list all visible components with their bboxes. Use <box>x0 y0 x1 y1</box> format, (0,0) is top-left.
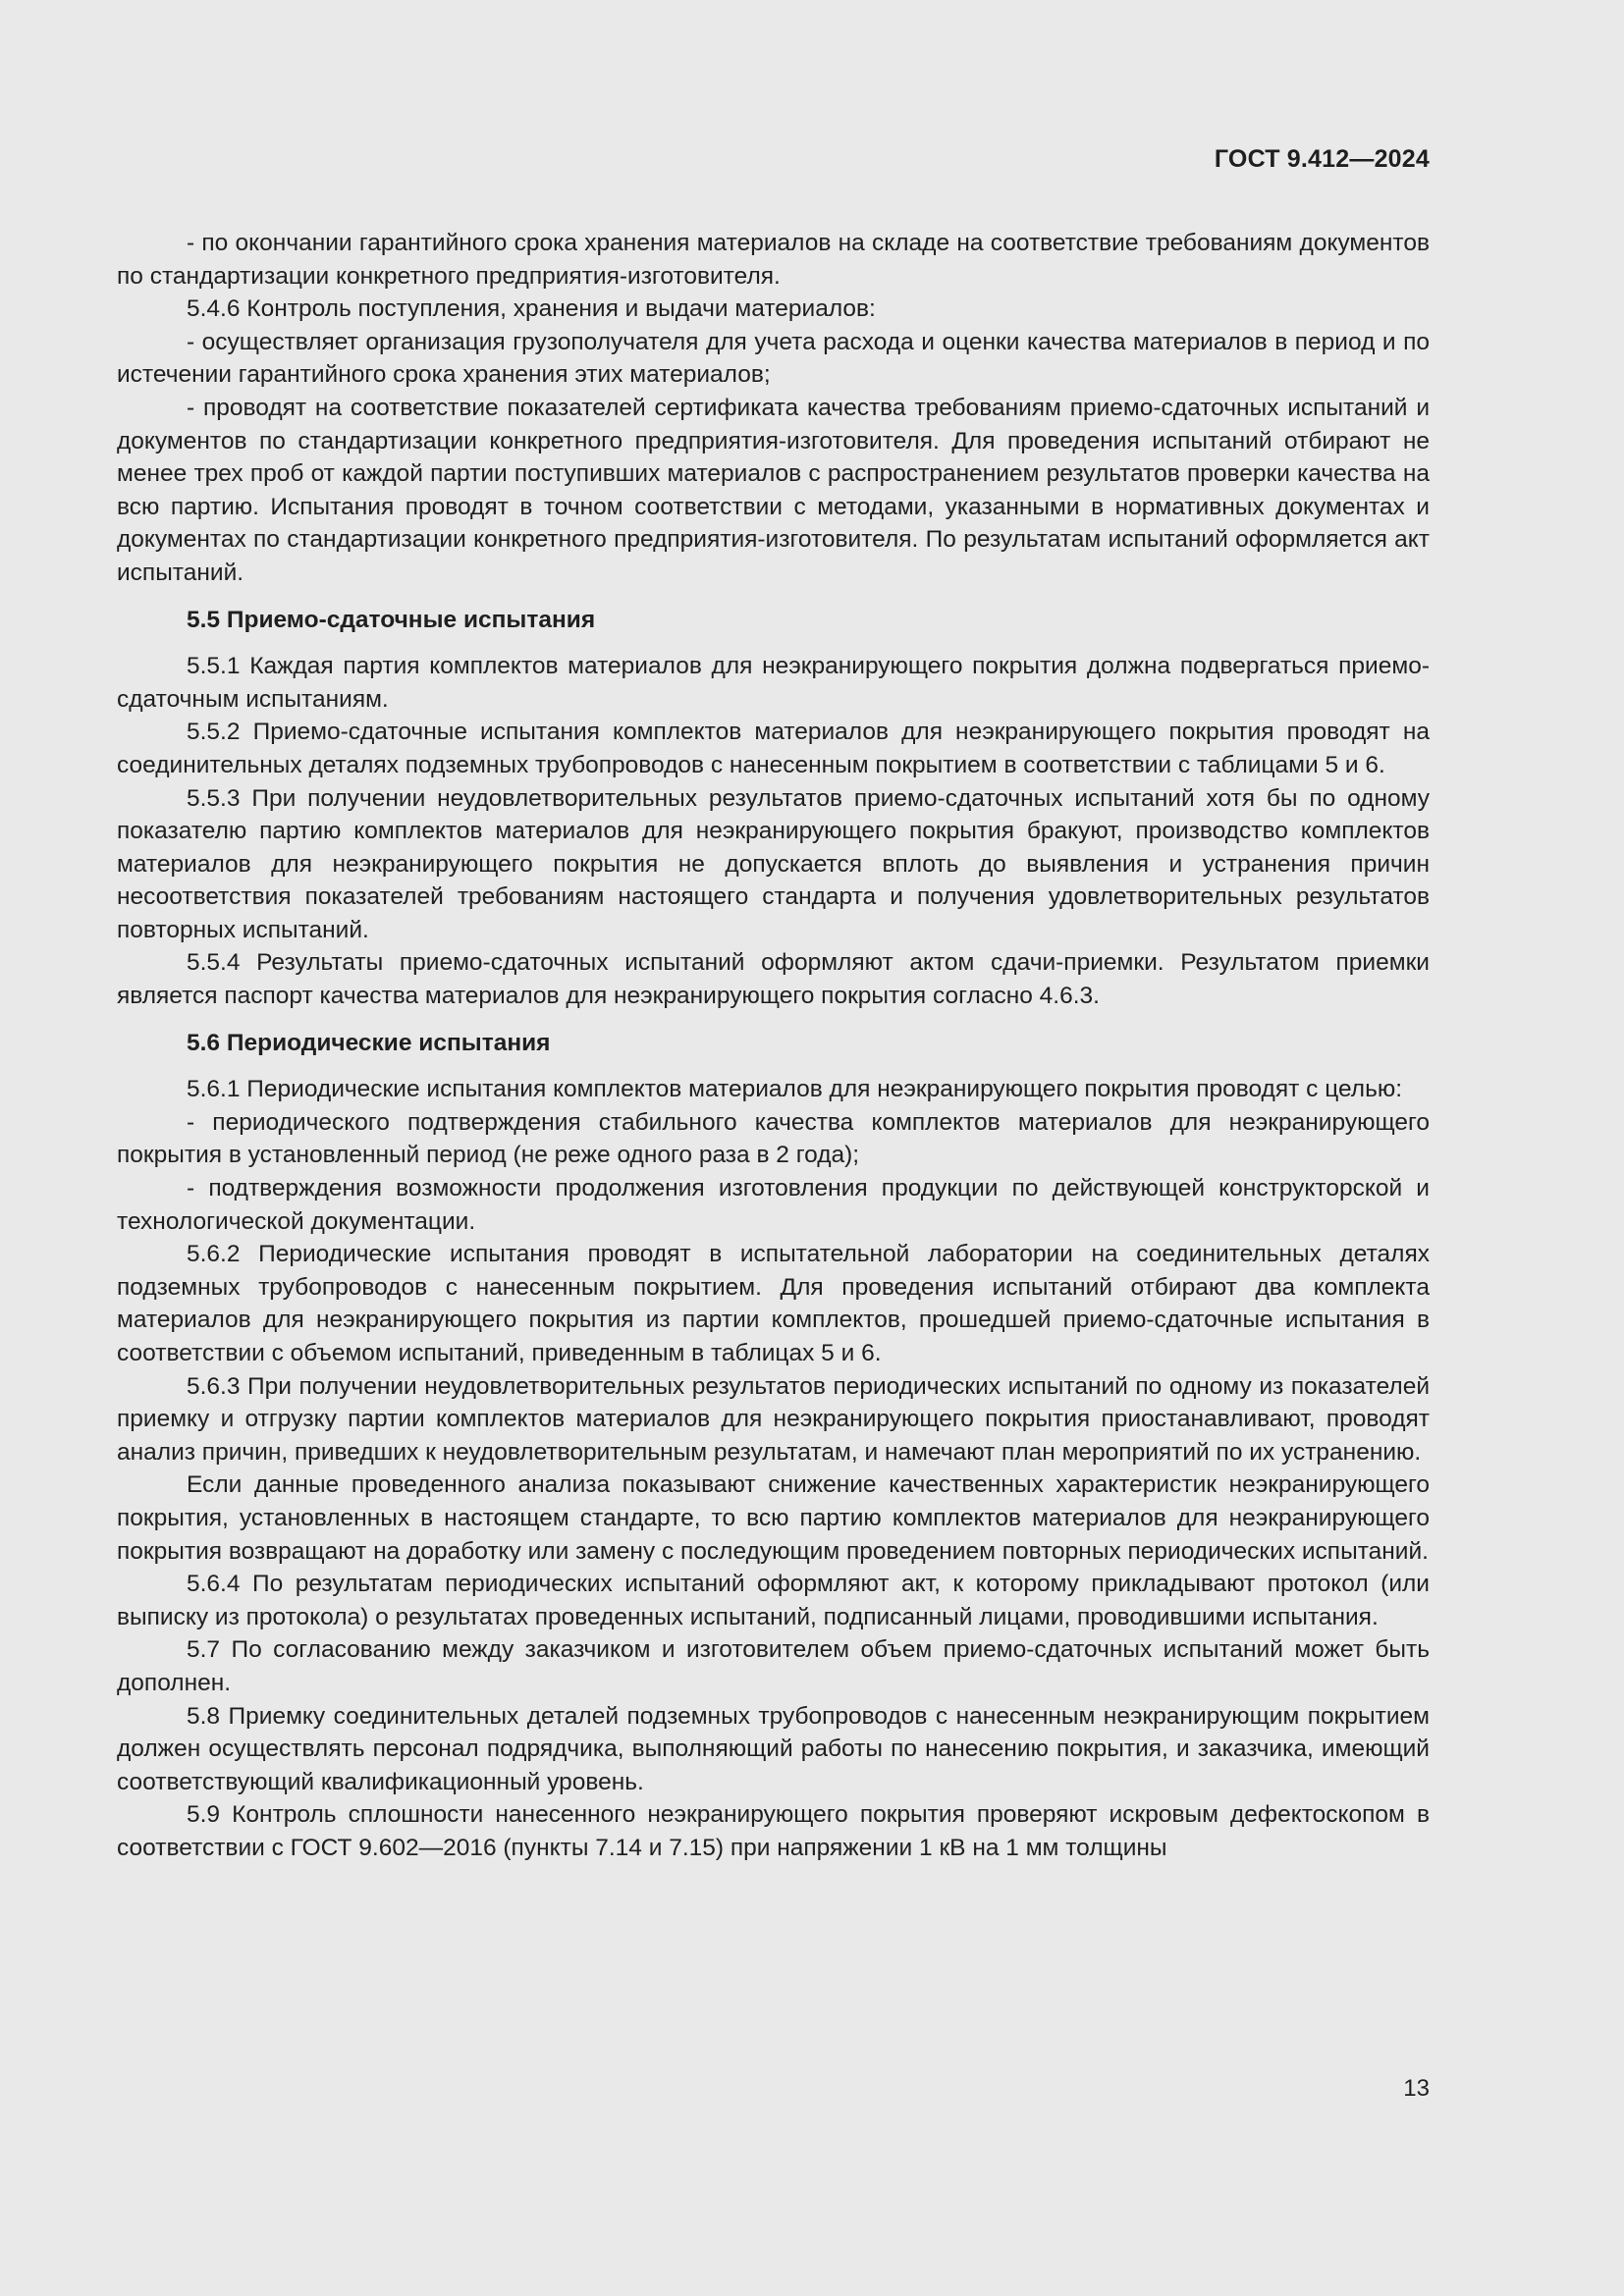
paragraph: - подтверждения возможности продолжения изготовления продукции по действующей конструкторской и технологической документации. <box>117 1175 1430 1235</box>
paragraph: 5.4.6 Контроль поступления, хранения и выдачи материалов: <box>187 295 876 323</box>
paragraph: 5.5.3 При получении неудовлетворительных результатов приемо-сдаточных испытаний хотя бы по одному показателю партию комплектов материалов для неэкранирующего покрытия бракуют, производство комплектов материалов для неэкранирующего покрытия не допускается вплоть до выявления и устранения причин несоответствия показателей требованиям настоящего стандарта и получения удовлетворительных результатов повторных испытаний. <box>117 784 1430 943</box>
paragraph: 5.6.3 При получении неудовлетворительных результатов периодических испытаний по одному из показателей приемку и отгрузку партии комплектов материалов для неэкранирующего покрытия приостанавливают, проводят анализ причин, приведших к неудовлетворительным результатам, и намечают план мероприятий по их устранению. <box>117 1372 1430 1466</box>
paragraph: 5.6.4 По результатам периодических испытаний оформляют акт, к которому прикладывают протокол (или выписку из протокола) о результатах проведенных испытаний, подписанный лицами, проводившими испытания. <box>117 1571 1430 1630</box>
paragraph: - периодического подтверждения стабильного качества комплектов материалов для неэкранирующего покрытия в установленный период (не реже одного раза в 2 года); <box>117 1108 1430 1169</box>
paragraph: - по окончании гарантийного срока хранения материалов на складе на соответствие требованиям документов по стандартизации конкретного предприятия-изготовителя. <box>117 230 1430 290</box>
paragraph: 5.5.2 Приемо-сдаточные испытания комплектов материалов для неэкранирующего покрытия проводят на соединительных деталях подземных трубопроводов с нанесенным покрытием в соответствии с таблицами 5 и 6. <box>117 719 1430 778</box>
section-heading: 5.6 Периодические испытания <box>187 1029 551 1056</box>
document-body <box>117 227 1430 1865</box>
paragraph: - проводят на соответствие показателей сертификата качества требованиям приемо-сдаточных испытаний и документов по стандартизации конкретного предприятия-изготовителя. Для проведения испытаний отбирают не менее трех проб от каждой партии поступивших материалов с распространением результатов проверки качества на всю партию. Испытания проводят в точном соответствии с методами, указанными в нормативных документах и документах по стандартизации конкретного предприятия-изготовителя. По результатам испытаний оформляется акт испытаний. <box>117 394 1430 586</box>
paragraph: 5.8 Приемку соединительных деталей подземных трубопроводов с нанесенным неэкранирующим покрытием должен осуществлять персонал подрядчика, выполняющий работы по нанесению покрытия, и заказчика, имеющий соответствующий квалификационный уровень. <box>117 1702 1430 1795</box>
section-heading: 5.5 Приемо-сдаточные испытания <box>187 606 596 633</box>
paragraph: - осуществляет организация грузополучателя для учета расхода и оценки качества материалов в период и по истечении гарантийного срока хранения этих материалов; <box>117 328 1430 389</box>
page-number: 13 <box>1403 2075 1430 2102</box>
paragraph: 5.5.4 Результаты приемо-сдаточных испытаний оформляют актом сдачи-приемки. Результатом приемки является паспорт качества материалов для неэкранирующего покрытия согласно 4.6.3. <box>117 949 1430 1010</box>
paragraph: 5.6.1 Периодические испытания комплектов материалов для неэкранирующего покрытия проводят с целью: <box>187 1076 1403 1103</box>
paragraph: 5.5.1 Каждая партия комплектов материалов для неэкранирующего покрытия должна подвергаться приемо-сдаточным испытаниям. <box>117 653 1430 713</box>
document-code: ГОСТ 9.412—2024 <box>1214 145 1430 173</box>
paragraph: 5.6.2 Периодические испытания проводят в испытательной лаборатории на соединительных деталях подземных трубопроводов с нанесенным покрытием. Для проведения испытаний отбирают два комплекта материалов для неэкранирующего покрытия из партии комплектов, прошедшей приемо-сдаточные испытания в соответствии с объемом испытаний, приведенным в таблицах 5 и 6. <box>117 1241 1430 1366</box>
paragraph: Если данные проведенного анализа показывают снижение качественных характеристик неэкранирующего покрытия, установленных в настоящем стандарте, то всю партию комплектов материалов для неэкранирующего покрытия возвращают на доработку или замену с последующим проведением повторных периодических испытаний. <box>117 1471 1430 1565</box>
paragraph: 5.9 Контроль сплошности нанесенного неэкранирующего покрытия проверяют искровым дефектоскопом в соответствии с ГОСТ 9.602—2016 (пункты 7.14 и 7.15) при напряжении 1 кВ на 1 мм толщины <box>117 1801 1430 1861</box>
paragraph: 5.7 По согласованию между заказчиком и изготовителем объем приемо-сдаточных испытаний может быть дополнен. <box>117 1636 1430 1696</box>
